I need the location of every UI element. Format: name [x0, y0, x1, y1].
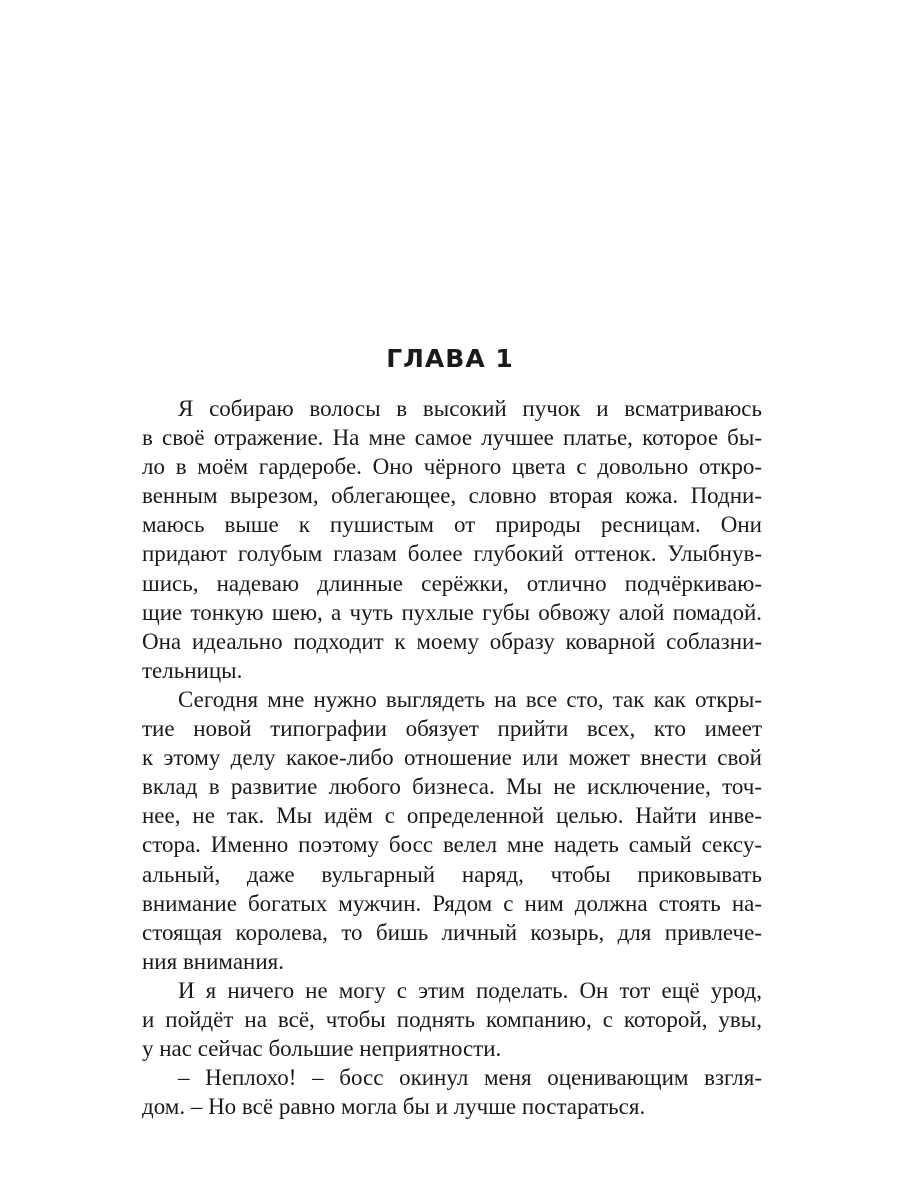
- text-line: И я ничего не могу с этим поделать. Он тот ещё урод,: [178, 977, 762, 1003]
- text-line: дом. – Но всё равно могла бы и лучше постараться.: [142, 1094, 646, 1120]
- text-line: стоящая королева, то бишь личный козырь, для привлече-: [142, 919, 762, 945]
- text-line: к этому делу какое-либо отношение или может внести свой: [142, 745, 762, 771]
- text-line: Сегодня мне нужно выглядеть на все сто, так как откры-: [178, 686, 762, 712]
- text-line: ния внимания.: [142, 948, 284, 974]
- text-line: вклад в развитие любого бизнеса. Мы не исключение, точ-: [142, 774, 762, 800]
- text-line: тельницы.: [142, 657, 243, 683]
- text-line: в своё отражение. На мне самое лучшее платье, которое бы-: [142, 425, 762, 451]
- text-line: Она идеально подходит к моему образу коварной соблазни-: [142, 628, 762, 654]
- text-line: внимание богатых мужчин. Рядом с ним должна стоять на-: [142, 890, 762, 916]
- text-line: маюсь выше к пушистым от природы ресницам. Они: [142, 512, 762, 538]
- text-line: тие новой типографии обязует прийти всех, кто имеет: [142, 716, 762, 742]
- text-line: Я собираю волосы в высокий пучок и всматриваюсь: [178, 396, 762, 421]
- text-line: – Неплохо! – босс окинул меня оценивающим взгля-: [178, 1065, 762, 1091]
- text-line: шись, надеваю длинные серёжки, отлично подчёркиваю-: [142, 570, 762, 596]
- text-line: стора. Именно поэтому босс велел мне надеть самый сексу-: [142, 832, 762, 858]
- text-line: венным вырезом, облегающее, словно вторая кожа. Подни-: [142, 483, 762, 509]
- text-line: у нас сейчас большие неприятности.: [142, 1036, 502, 1062]
- text-line: ло в моём гардеробе. Оно чёрного цвета с довольно откро-: [142, 454, 762, 480]
- text-line: щие тонкую шею, а чуть пухлые губы обвожу алой помадой.: [142, 599, 762, 625]
- text-line: придают голубым глазам более глубокий оттенок. Улыбнув-: [142, 541, 762, 567]
- chapter-title: ГЛАВА 1: [386, 344, 514, 373]
- chapter-text: [142, 394, 762, 1121]
- text-line: альный, даже вульгарный наряд, чтобы приковывать: [142, 861, 762, 887]
- text-line: и пойдёт на всё, чтобы поднять компанию, с которой, увы,: [142, 1006, 762, 1032]
- text-line: нее, не так. Мы идём с определенной целью. Найти инве-: [142, 803, 762, 829]
